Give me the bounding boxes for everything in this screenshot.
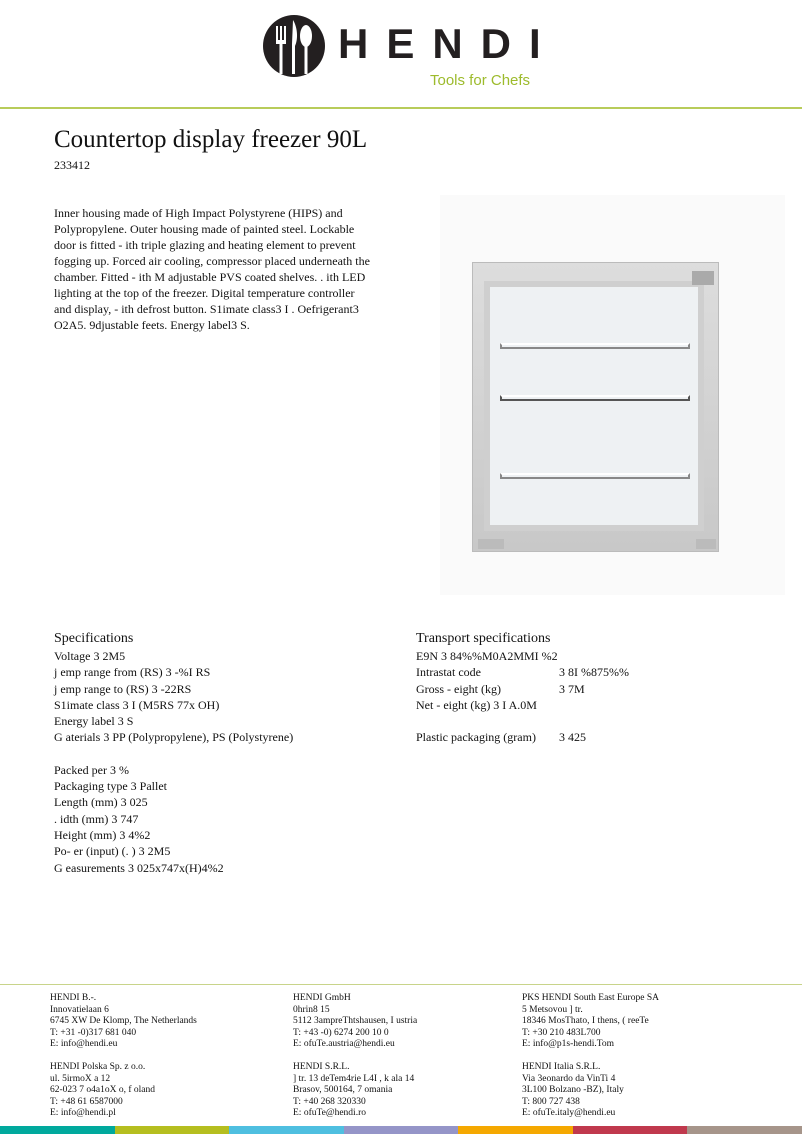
office-address: PKS HENDI South East Europe SA 5 Metsovou ] tr. 18346 MosThato, I thens, ( reeTe T: +30 210 483L700 E: info@p1s-hendi.Tom [522, 993, 659, 1050]
office-address: HENDI Polska Sp. z o.o. ul. 5irmoX a 12 62-023 7 o4a1oX o, f oland T: +48 61 6587000 E: info@hendi.pl [50, 1061, 156, 1119]
product-sku: 233412 [54, 158, 90, 172]
spec-item: j emp range to (RS) 3 -22RS [54, 681, 192, 696]
packaging-item: Length (mm) 3 025 [54, 795, 148, 810]
color-segment [573, 1126, 688, 1134]
office-address: HENDI B.-. Innovatielaan 6 6745 XW De Klomp, The Netherlands T: +31 -0)317 681 040 E: info@hendi.eu [50, 993, 197, 1050]
cutlery-logo-icon [262, 14, 326, 78]
transport-section [416, 630, 629, 745]
spec-item: Energy label 3 S [54, 714, 134, 729]
footer-divider [0, 984, 802, 985]
plastic-label: Plastic packaging (gram) [416, 730, 536, 745]
gross-weight-label: Gross - eight (kg) [416, 681, 501, 696]
footer-column [50, 993, 197, 1131]
packaging-item: G easurements 3 025x747x(H)4%2 [54, 860, 224, 875]
plastic-value: 3 425 [559, 730, 586, 745]
transport-title: Transport specifications [416, 631, 551, 646]
office-address: HENDI S.R.L. ] tr. 13 deTem4rie L4I , k ala 14 Brasov, 500164, 7 omania T: +40 268 320330 E: ofuTe@hendi.ro [293, 1061, 415, 1119]
specifications-title: Specifications [54, 631, 134, 646]
color-segment [687, 1126, 802, 1134]
page-title: Countertop display freezer 90L [54, 126, 368, 153]
footer-column [293, 993, 417, 1131]
spec-item: j emp range from (RS) 3 -%I RS [54, 665, 211, 680]
footer-column [522, 993, 659, 1131]
packaging-item: Height (mm) 3 4%2 [54, 827, 151, 842]
color-segment [344, 1126, 459, 1134]
color-segment [115, 1126, 230, 1134]
packaging-item: Packaging type 3 Pallet [54, 779, 167, 794]
gross-weight-value: 3 7M [559, 681, 585, 696]
brand-tagline: Tools for Chefs [430, 72, 531, 89]
product-image [440, 195, 785, 595]
packaging-item: Po- er (input) (. ) 3 2M5 [54, 844, 171, 859]
office-address: HENDI GmbH 0hrin8 15 5112 3ampreThtshausen, I ustria T: +43 -0) 6274 200 10 0 E: ofuTe.austria@hendi.eu [293, 993, 418, 1050]
spec-item: S1imate class 3 I (M5RS 77x OH) [54, 697, 220, 712]
color-segment [458, 1126, 573, 1134]
net-weight: Net - eight (kg) 3 I A.0M [416, 697, 537, 712]
header-divider [0, 107, 802, 109]
intrastat-label: Intrastat code [416, 665, 481, 680]
brand-color-bar [0, 1126, 802, 1134]
product-description: Inner housing made of High Impact Polystyrene (HIPS) and Polypropylene. Outer housing made of painted steel. Lockable door is fitted - ith triple glazing and heating element to prevent fogging up. Forced air cooling, compressor placed underneath the chamber. Fitted - ith M adjustable PVS coated shelves. . ith LED lighting at the top of the freezer. Digital temperature controller and display, - ith defrost button. S1imate class3 I . Oefrigerant3 O2A5. 9djustable feets. Energy label3 S. [54, 206, 370, 332]
color-segment [0, 1126, 115, 1134]
office-address: HENDI Italia S.R.L. Via 3eonardo da VinTi 4 3L100 Bolzano -BZ), Italy T: 800 727 438 E: ofuTe.italy@hendi.eu [522, 1061, 624, 1119]
packaging-item: . idth (mm) 3 747 [54, 811, 139, 826]
brand-name: HENDI [338, 20, 559, 67]
specifications-section [54, 630, 293, 876]
intrastat-value: 3 8I %875%% [559, 665, 629, 680]
packaging-item: Packed per 3 % [54, 762, 129, 777]
ean-code: E9N 3 84%%M0A2MMI %2 [416, 649, 558, 663]
spec-item: G aterials 3 PP (Polypropylene), PS (Polystyrene) [54, 730, 294, 745]
spec-item: Voltage 3 2M5 [54, 649, 126, 663]
color-segment [229, 1126, 344, 1134]
